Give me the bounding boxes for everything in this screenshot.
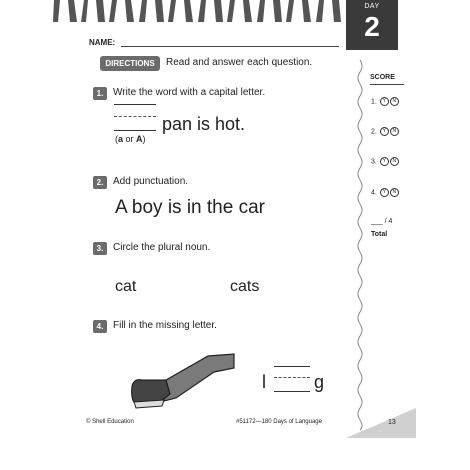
score-item-1: 1. Y N <box>371 97 399 106</box>
decorative-border <box>356 60 364 435</box>
word-option-cats[interactable]: cats <box>230 278 260 295</box>
name-row <box>89 38 339 52</box>
no-mark[interactable]: N <box>390 97 399 106</box>
word-last-letter: g <box>314 372 325 392</box>
directions-text: Read and answer each question. <box>166 57 313 68</box>
day-number: 2 <box>364 11 380 42</box>
score-divider <box>370 84 404 85</box>
decorative-banner <box>50 0 346 22</box>
yes-mark[interactable]: Y <box>380 157 389 166</box>
yes-mark[interactable]: Y <box>380 127 389 136</box>
answer-guide-middle <box>114 116 156 117</box>
score-item-4: 4. Y N <box>371 188 399 197</box>
no-mark[interactable]: N <box>390 127 399 136</box>
no-mark[interactable]: N <box>390 157 399 166</box>
question-2-sentence[interactable]: A boy is in the car <box>115 197 265 218</box>
question-1-hint: (a or A) <box>115 134 146 144</box>
corner-decoration <box>346 408 416 443</box>
question-2-prompt: Add punctuation. <box>113 176 189 187</box>
leg-icon <box>130 350 240 425</box>
answer-field-1[interactable] <box>114 130 156 131</box>
answer-guide-top <box>114 104 156 105</box>
name-label: NAME: <box>89 38 116 47</box>
hint-lowercase: a <box>118 134 124 144</box>
name-field[interactable] <box>121 46 339 47</box>
question-3-prompt: Circle the plural noun. <box>113 242 211 253</box>
letter-guide-top <box>274 366 310 367</box>
word-first-letter: l <box>262 372 266 392</box>
score-total-label: Total <box>371 231 388 238</box>
score-total-line[interactable]: ___ / 4 <box>371 218 393 225</box>
question-1-sentence: pan is hot. <box>162 114 246 134</box>
yes-mark[interactable]: Y <box>380 97 389 106</box>
day-tab <box>346 0 398 50</box>
directions-badge: DIRECTIONS <box>100 56 160 71</box>
score-item-2: 2. Y N <box>371 127 399 136</box>
day-label: DAY <box>364 3 380 10</box>
missing-letter-field[interactable] <box>274 391 310 392</box>
footer-copyright: © Shell Education <box>86 419 134 425</box>
page-number: 13 <box>388 419 396 426</box>
no-mark[interactable]: N <box>390 188 399 197</box>
question-1-prompt: Write the word with a capital letter. <box>113 87 266 98</box>
footer-book-title: #51172—180 Days of Language <box>236 419 322 425</box>
hint-uppercase: A <box>136 134 143 144</box>
question-4-number: 4. <box>93 320 107 333</box>
question-1-number: 1. <box>93 87 107 100</box>
question-2-number: 2. <box>93 176 107 189</box>
question-3-number: 3. <box>93 242 107 255</box>
letter-guide-middle <box>274 377 310 378</box>
score-item-3: 3. Y N <box>371 157 399 166</box>
word-option-cat[interactable]: cat <box>115 278 137 295</box>
question-4-prompt: Fill in the missing letter. <box>113 320 217 331</box>
score-title: SCORE <box>370 74 395 81</box>
yes-mark[interactable]: Y <box>380 188 389 197</box>
